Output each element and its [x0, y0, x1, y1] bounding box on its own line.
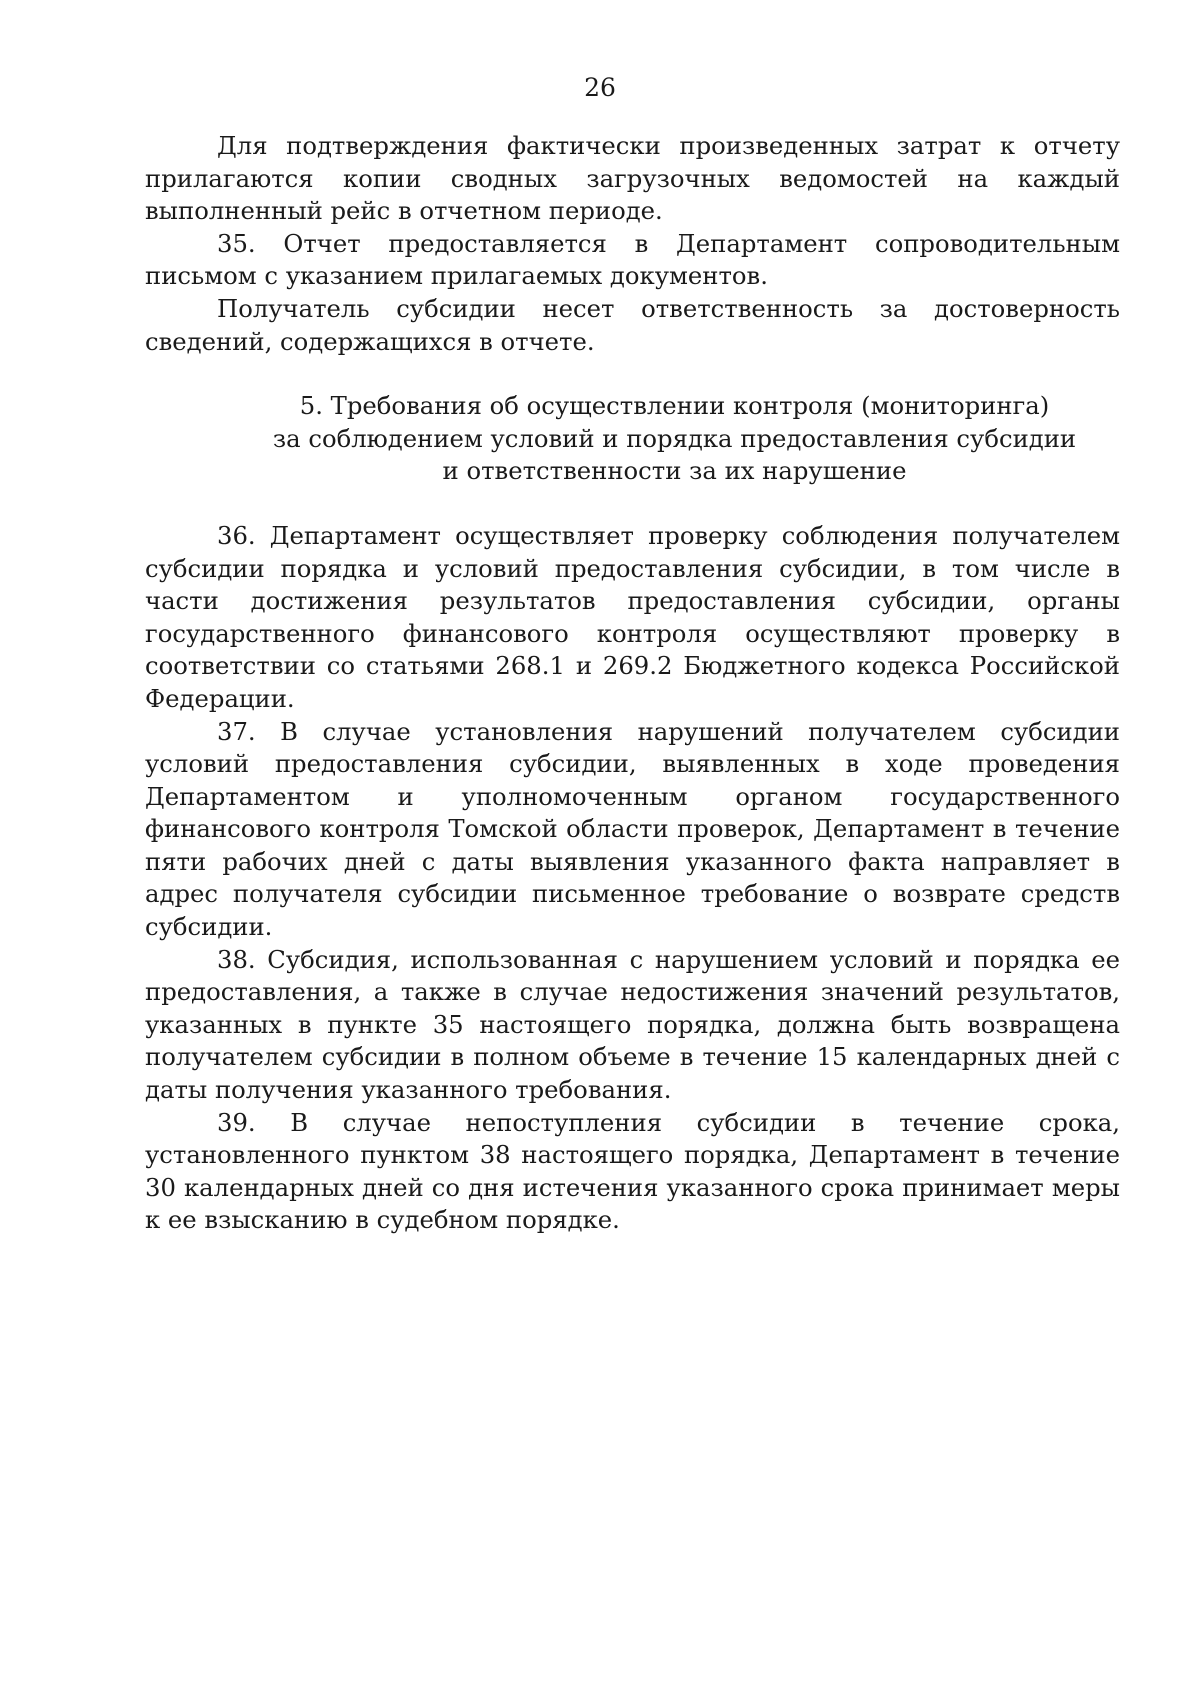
- paragraph-recipient-responsibility: Получатель субсидии несет ответственность за достоверность сведений, содержащихся в отчете.: [145, 293, 1120, 356]
- page-number: 26: [584, 73, 616, 102]
- paragraph-39-court-recovery: 39. В случае непоступления субсидии в течение срока, установленного пунктом 38 настоящего порядка, Департамент в течение 30 календарных дней со дня истечения указанного срока принимает меры к ее взысканию в судебном порядке.: [145, 1107, 1120, 1235]
- section-5-heading: [145, 390, 1120, 488]
- document-body: [145, 130, 1120, 1237]
- paragraph-cost-confirmation: Для подтверждения фактически произведенных затрат к отчету прилагаются копии сводных загрузочных ведомостей на каждый выполненный рейс в отчетном периоде.: [145, 131, 1120, 226]
- section-heading-line: за соблюдением условий и порядка предоставления субсидии: [272, 423, 1077, 453]
- paragraph-36-compliance-check: 36. Департамент осуществляет проверку соблюдения получателем субсидии порядка и условий предоставления субсидии, в том числе в части достижения результатов предоставления субсидии, органы государственного финансового контроля осуществляют проверку в соответствии со статьями 268.1 и 269.2 Бюджетного кодекса Российской Федерации.: [145, 520, 1120, 713]
- section-heading-line: и ответственности за их нарушение: [442, 456, 907, 486]
- section-heading-line: 5. Требования об осуществлении контроля (мониторинга): [299, 391, 1050, 421]
- paragraph-38-subsidy-return: 38. Субсидия, использованная с нарушением условий и порядка ее предоставления, а также в случае недостижения значений результатов, указанных в пункте 35 настоящего порядка, должна быть возвращена получателем субсидии в полном объеме в течение 15 календарных дней с даты получения указанного требования.: [145, 944, 1120, 1105]
- paragraph-35-report-submission: 35. Отчет предоставляется в Департамент сопроводительным письмом с указанием прилагаемых документов.: [145, 228, 1120, 291]
- paragraph-37-violation-notice: 37. В случае установления нарушений получателем субсидии условий предоставления субсидии, выявленных в ходе проведения Департаментом и уполномоченным органом государственного финансового контроля Томской области проверок, Департамент в течение пяти рабочих дней с даты выявления указанного факта направляет в адрес получателя субсидии письменное требование о возврате средств субсидии.: [145, 716, 1120, 942]
